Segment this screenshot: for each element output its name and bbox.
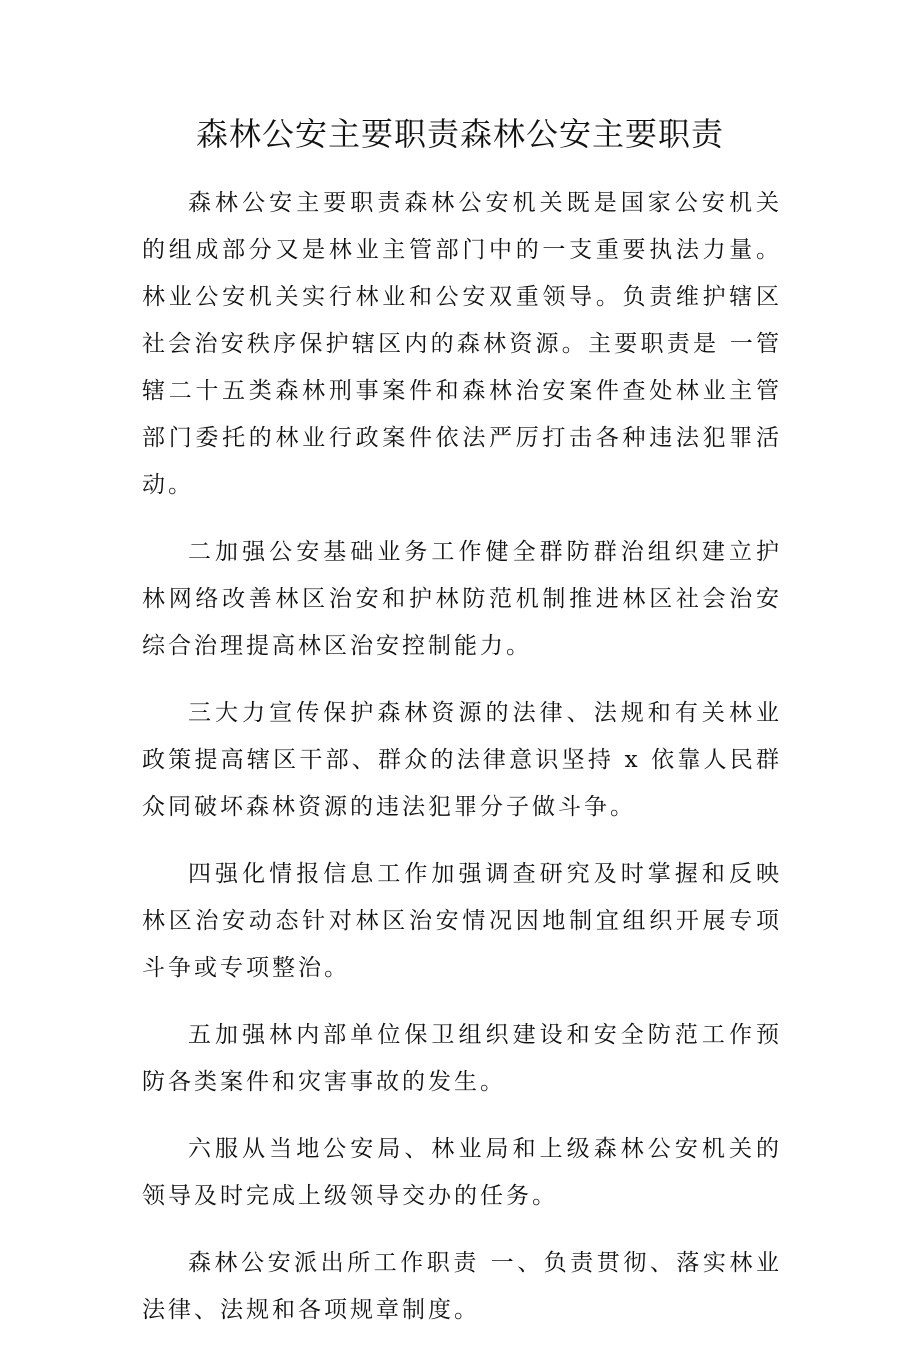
document-body (142, 180, 782, 1354)
paragraph-3: 三大力宣传保护森林资源的法律、法规和有关林业政策提高辖区干部、群众的法律意识坚持 x 依靠人民群众同破坏森林资源的违法犯罪分子做斗争。 (142, 700, 782, 820)
document-title: 森林公安主要职责森林公安主要职责 (195, 115, 724, 153)
paragraph-7: 森林公安派出所工作职责 一、负责贯彻、落实林业法律、法规和各项规章制度。 (142, 1250, 782, 1323)
paragraph-4: 四强化情报信息工作加强调查研究及时掌握和反映林区治安动态针对林区治安情况因地制宜组织开展专项斗争或专项整治。 (142, 861, 782, 981)
paragraph-6: 六服从当地公安局、林业局和上级森林公安机关的领导及时完成上级领导交办的任务。 (142, 1136, 782, 1209)
paragraph-1: 森林公安主要职责森林公安机关既是国家公安机关的组成部分又是林业主管部门中的一支重要执法力量。林业公安机关实行林业和公安双重领导。负责维护辖区社会治安秩序保护辖区内的森林资源。主要职责是 一管辖二十五类森林刑事案件和森林治安案件查处林业主管部门委托的林业行政案件依法严厉打击各种违法犯罪活动。 (142, 190, 782, 498)
paragraph-5: 五加强林内部单位保卫组织建设和安全防范工作预防各类案件和灾害事故的发生。 (142, 1022, 782, 1095)
paragraph-2: 二加强公安基础业务工作健全群防群治组织建立护林网络改善林区治安和护林防范机制推进林区社会治安综合治理提高林区治安控制能力。 (142, 539, 782, 659)
